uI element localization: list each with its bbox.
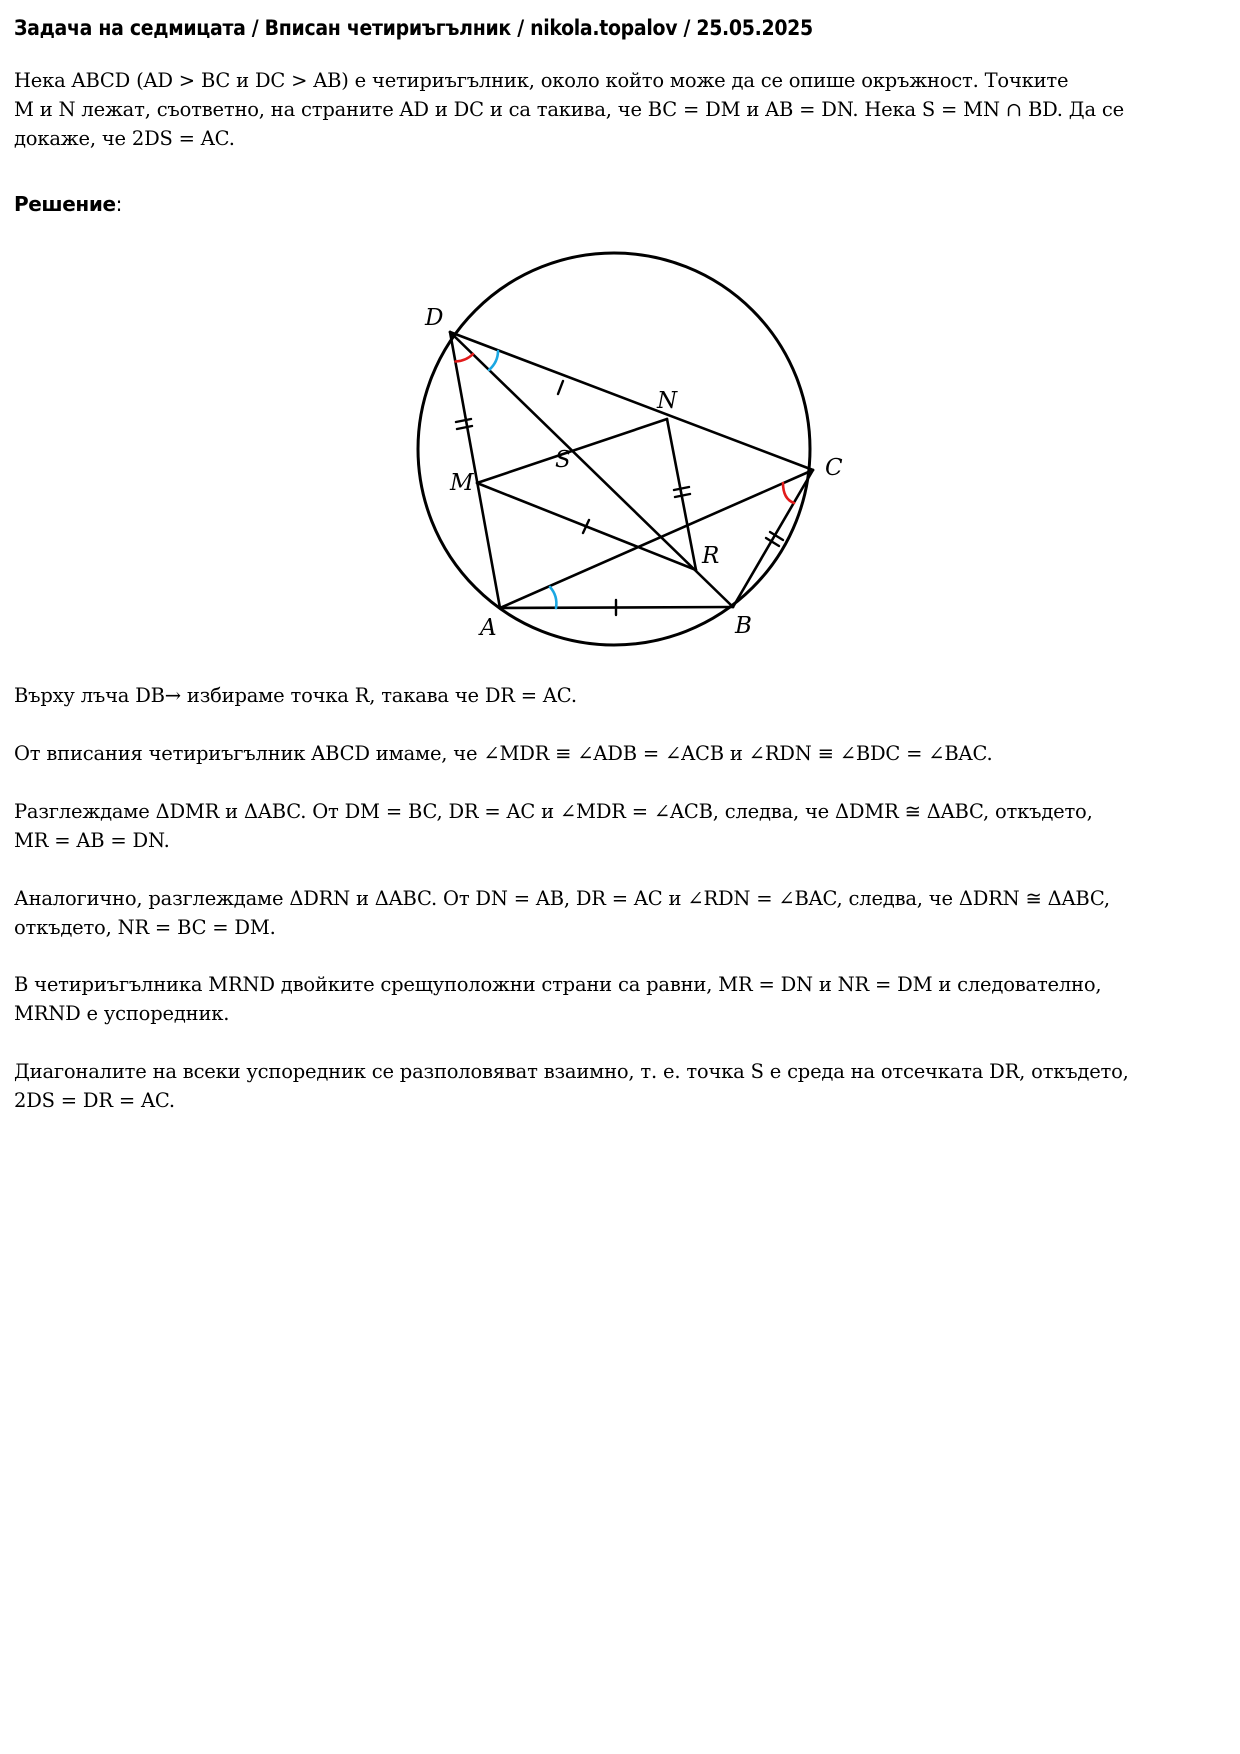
geometry-figure [380,245,860,685]
segment-MN [477,419,667,483]
step-6-line-2: 2DS = DR = AC. [14,1089,175,1112]
step-5 [14,970,1226,1028]
step-4 [14,884,1226,942]
double-tick-NR-1 [674,487,689,490]
angle-RDN-blue-arc [489,351,498,370]
problem-line-3: докаже, че 2DS = AC. [14,127,235,150]
tick-DN [558,381,563,394]
step-3 [14,797,1226,855]
label-S: S [555,447,571,473]
label-M: M [450,470,474,496]
double-tick-DM-2 [457,426,472,429]
solution-heading-text: Решение [14,192,116,216]
step-3-line-1: Разглеждаме ΔDMR и ΔABC. От DM = BC, DR = AC и ∠MDR = ∠ACB, следва, че ΔDMR ≅ ΔABC, откъдето, [14,800,1093,823]
angle-ACB-red-arc [783,483,794,503]
solution-heading: Решение: [14,192,122,216]
step-5-line-2: MRND е успоредник. [14,1002,230,1025]
step-5-line-1: В четириъгълника MRND двойките срещуположни страни са равни, MR = DN и NR = DM и следователно, [14,973,1102,996]
step-6 [14,1057,1226,1115]
step-4-line-1: Аналогично, разглеждаме ΔDRN и ΔABC. От DN = AB, DR = AC и ∠RDN = ∠BAC, следва, че ΔDRN ≅ ΔABC, [14,887,1110,910]
circumcircle [418,253,810,645]
angle-MDR-red-arc [456,354,474,362]
angle-BAC-blue-arc [550,587,556,608]
step-4-line-2: откъдето, NR = BC = DM. [14,916,276,939]
double-tick-DM-1 [456,419,471,422]
label-R: R [702,543,720,569]
label-B: B [735,613,752,639]
label-C: C [825,455,843,481]
page-header: Задача на седмицата / Вписан четириъгълник / nikola.topalov / 25.05.2025 [14,16,813,40]
step-2: От вписания четириъгълник ABCD имаме, че ∠MDR ≡ ∠ADB = ∠ACB и ∠RDN ≡ ∠BDC = ∠BAC. [14,742,993,765]
label-N: N [657,388,678,414]
label-A: A [480,615,497,641]
label-D: D [425,305,444,331]
step-6-line-1: Диагоналите на всеки успоредник се разполовяват взаимно, т. е. точка S е среда на отсечката DR, откъдето, [14,1060,1129,1083]
problem-statement [14,66,1226,153]
problem-line-2: M и N лежат, съответно, на страните AD и DC и са такива, че BC = DM и AB = DN. Нека S = MN ∩ BD. Да се [14,98,1124,121]
step-3-line-2: MR = AB = DN. [14,829,170,852]
double-tick-NR-2 [675,494,690,497]
side-BC [733,470,813,607]
step-1: Върху лъча DB→ избираме точка R, такава че DR = AC. [14,684,577,707]
side-DC [450,332,813,470]
problem-line-1: Нека ABCD (AD > BC и DC > AB) е четириъгълник, около който може да се опише окръжност. Точките [14,69,1069,92]
